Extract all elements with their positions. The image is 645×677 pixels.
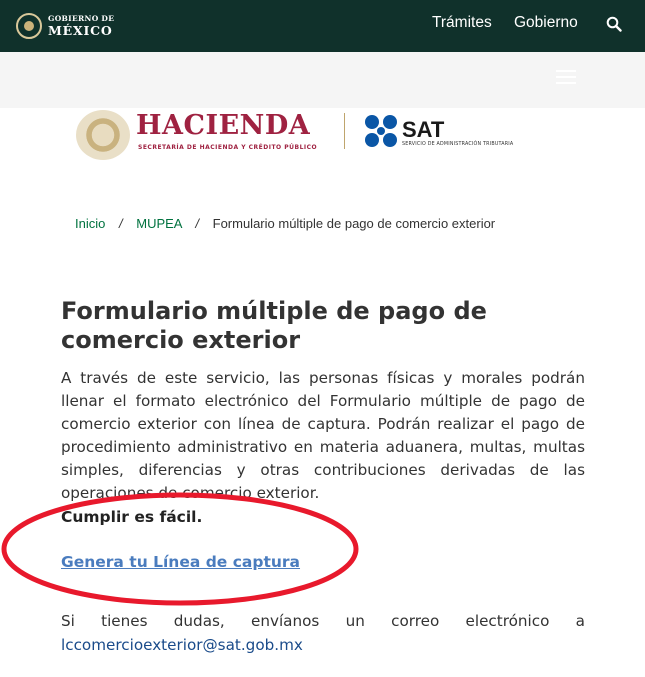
gobierno-logo-text: [48, 15, 114, 37]
genera-linea-captura-link[interactable]: Genera tu Línea de captura: [61, 553, 301, 571]
breadcrumb-separator: /: [118, 216, 123, 231]
logo-big-text: MÉXICO: [48, 22, 113, 38]
nav-gobierno-link[interactable]: Gobierno: [514, 14, 578, 31]
hacienda-subtitle: SECRETARÍA DE HACIENDA Y CRÉDITO PÚBLICO: [138, 144, 318, 151]
hamburger-icon[interactable]: [556, 70, 576, 84]
cumplir-text: Cumplir es fácil.: [61, 508, 203, 526]
page-title: Formulario múltiple de pago de comercio exterior: [61, 297, 487, 354]
contact-email-link[interactable]: lccomercioexterior@sat.gob.mx: [61, 636, 303, 654]
hacienda-seal-icon: [76, 110, 130, 160]
agency-logos: [76, 110, 546, 160]
hacienda-title: HACIENDA: [136, 110, 311, 141]
logo-small-text: GOBIERNO DE: [48, 14, 115, 23]
logo-divider: [344, 113, 345, 149]
breadcrumb-mupea-link[interactable]: MUPEA: [136, 216, 182, 231]
sat-dots-icon: [364, 114, 398, 148]
mexico-seal-icon: [16, 13, 42, 39]
breadcrumb-inicio-link[interactable]: Inicio: [75, 216, 106, 231]
top-navbar: [0, 0, 645, 52]
service-description: A través de este servicio, las personas físicas y morales podrán llenar el formato electrónico del Formulario múltiple de pago de comercio exterior con línea de captura. Podrán realizar el pago de procedimiento administrativo en materia aduanera, multas, multas simples, diferencias y otras contribuciones derivadas de las operaciones de comercio exterior.: [61, 369, 585, 502]
sat-title: SAT: [402, 117, 445, 142]
breadcrumb-current: Formulario múltiple de pago de comercio exterior: [212, 216, 496, 231]
sat-subtitle: SERVICIO DE ADMINISTRACIÓN TRIBUTARIA: [402, 142, 514, 147]
gobierno-mexico-logo[interactable]: [16, 10, 114, 42]
breadcrumb-separator: /: [195, 216, 199, 231]
nav-tramites-link[interactable]: Trámites: [432, 14, 492, 31]
search-icon[interactable]: [606, 16, 622, 32]
contact-text: Si tienes dudas, envíanos un correo electrónico a: [61, 612, 585, 630]
secondary-bar: [0, 52, 645, 108]
breadcrumb: [75, 216, 495, 231]
